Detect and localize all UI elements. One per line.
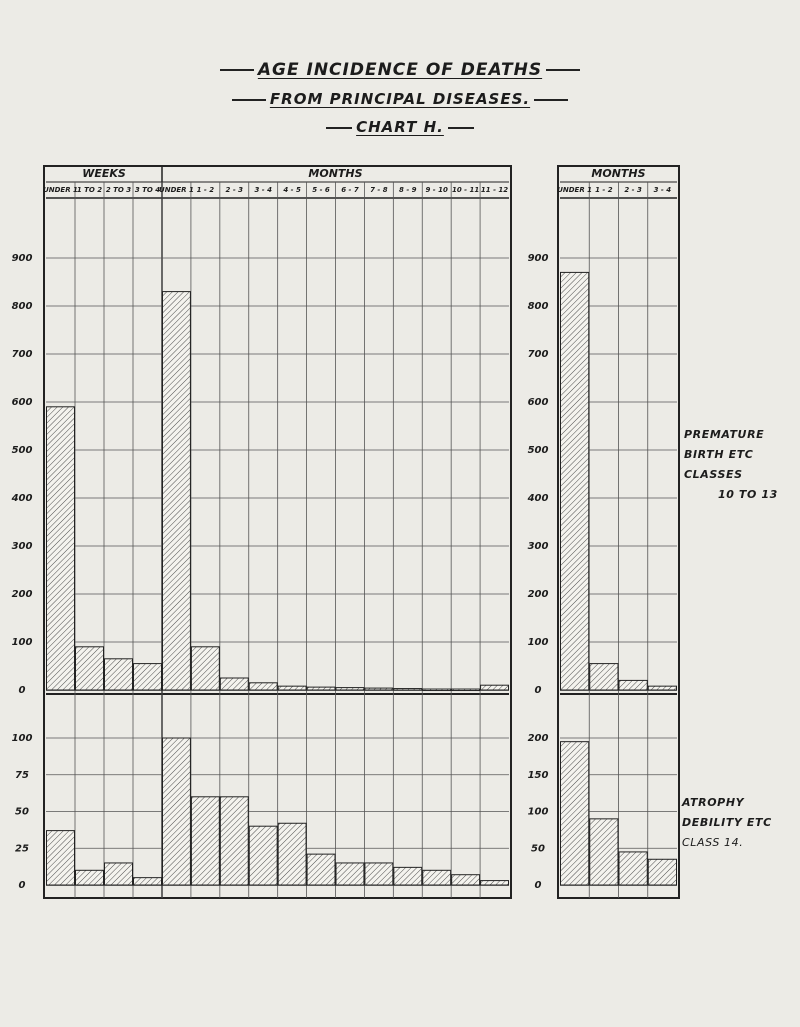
y-tick-label: 200	[527, 589, 549, 600]
premature-bar	[220, 678, 248, 690]
y-tick-label: 0	[534, 685, 542, 696]
y-tick-label: 600	[527, 397, 549, 408]
premature-bar	[452, 689, 480, 691]
y-tick-label: 50	[15, 806, 29, 818]
column-header: 8 - 9	[399, 186, 417, 194]
premature-bar-right	[590, 664, 618, 690]
column-header: 1 - 2	[196, 186, 215, 194]
premature-bar	[365, 688, 393, 690]
column-header: 4 - 5	[283, 186, 301, 194]
y-tick-label: 800	[11, 301, 33, 312]
atrophy-bar	[220, 797, 248, 885]
atrophy-side-label-line-2: DEBILITY ETC	[682, 816, 772, 829]
atrophy-bar-right	[648, 859, 676, 885]
atrophy-bar	[394, 867, 422, 885]
y-tick-label: 800	[527, 301, 549, 312]
premature-side-label-line-2: BIRTH ETC	[684, 448, 754, 461]
y-tick-label: 100	[11, 637, 33, 648]
y-tick-label: 300	[527, 541, 549, 552]
atrophy-bar	[249, 826, 277, 885]
chart-label: CHART H.	[0, 118, 800, 136]
atrophy-bar	[76, 870, 104, 885]
column-header: 2 - 3	[624, 186, 642, 194]
column-header: 1 TO 2	[76, 186, 103, 194]
premature-bar	[278, 686, 306, 690]
chart-title: AGE INCIDENCE OF DEATHS	[0, 60, 800, 80]
premature-bar	[134, 664, 162, 690]
premature-bar	[394, 689, 422, 691]
y-tick-label: 100	[527, 806, 549, 818]
premature-bar-right	[619, 680, 647, 690]
y-tick-label: 200	[11, 589, 33, 600]
y-tick-label: 100	[11, 733, 33, 744]
atrophy-bar-right	[561, 742, 589, 885]
y-tick-label: 900	[11, 253, 33, 264]
y-tick-label: 600	[11, 397, 33, 408]
atrophy-bar	[307, 854, 335, 885]
y-tick-label: 100	[527, 637, 549, 648]
y-tick-label: 700	[527, 349, 549, 360]
column-header: 10 - 11	[451, 186, 480, 194]
premature-bar-right	[648, 686, 676, 690]
premature-side-label	[684, 425, 778, 505]
column-header: UNDER 1	[557, 186, 593, 194]
y-tick-label: 500	[527, 445, 549, 456]
y-tick-label: 0	[18, 880, 26, 891]
y-tick-label: 400	[527, 493, 549, 504]
column-header: 1 - 2	[595, 186, 613, 194]
chart-subtitle: FROM PRINCIPAL DISEASES.	[0, 90, 800, 108]
y-tick-label: 75	[15, 769, 29, 781]
atrophy-bar	[365, 863, 393, 885]
premature-bar	[76, 647, 104, 690]
column-header: 3 - 4	[653, 186, 672, 194]
premature-bar	[105, 659, 133, 690]
y-tick-label: 400	[11, 493, 33, 504]
y-tick-label: 900	[527, 253, 549, 264]
column-header: 5 - 6	[312, 186, 330, 194]
group-label-weeks: WEEKS	[82, 167, 126, 180]
atrophy-bar	[105, 863, 133, 885]
premature-side-label-line-4: 10 TO 13	[718, 488, 778, 501]
atrophy-side-label-line-3: CLASS 14.	[682, 836, 744, 849]
premature-bar	[336, 688, 364, 690]
premature-bar	[249, 683, 277, 690]
column-header: 2 - 3	[225, 186, 244, 194]
atrophy-bar-right	[590, 819, 618, 885]
atrophy-bar	[452, 875, 480, 885]
atrophy-bar	[423, 870, 451, 885]
premature-side-label-line-3: CLASSES	[684, 468, 743, 481]
atrophy-bar	[336, 863, 364, 885]
y-tick-label: 0	[18, 685, 26, 696]
y-tick-label: 300	[11, 541, 33, 552]
premature-bar	[47, 407, 75, 690]
atrophy-bar	[134, 878, 162, 885]
premature-bar	[423, 689, 451, 691]
atrophy-bar	[278, 823, 306, 885]
atrophy-bar	[481, 881, 509, 885]
atrophy-side-label-line-1: ATROPHY	[682, 796, 745, 809]
atrophy-bar	[47, 831, 75, 885]
column-header: 11 - 12	[480, 186, 509, 194]
premature-bar	[481, 685, 509, 690]
column-header: 9 - 10	[425, 186, 448, 194]
y-tick-label: 50	[531, 843, 545, 855]
y-tick-label: 150	[527, 769, 549, 781]
premature-bar	[307, 687, 335, 690]
column-header: 3 - 4	[254, 186, 272, 194]
atrophy-bar	[163, 738, 191, 885]
premature-bar	[163, 292, 191, 690]
column-header: 7 - 8	[370, 186, 388, 194]
premature-bar	[191, 647, 219, 690]
y-tick-label: 500	[11, 445, 33, 456]
column-header: 2 TO 3	[105, 186, 132, 194]
atrophy-bar-right	[619, 852, 647, 885]
column-header: 6 - 7	[341, 186, 359, 194]
y-tick-label: 700	[11, 349, 33, 360]
atrophy-bar	[191, 797, 219, 885]
premature-side-label-line-1: PREMATURE	[684, 428, 765, 441]
column-header: 3 TO 4	[134, 186, 161, 194]
y-tick-label: 200	[527, 733, 549, 744]
y-tick-label: 0	[534, 880, 542, 891]
premature-bar-right	[561, 272, 589, 690]
group-label-months-right: MONTHS	[591, 167, 646, 180]
group-label-months: MONTHS	[308, 167, 363, 180]
atrophy-side-label	[682, 793, 772, 853]
column-header: UNDER 1	[43, 186, 78, 194]
y-tick-label: 25	[15, 843, 29, 855]
column-header: UNDER 1	[159, 186, 194, 194]
